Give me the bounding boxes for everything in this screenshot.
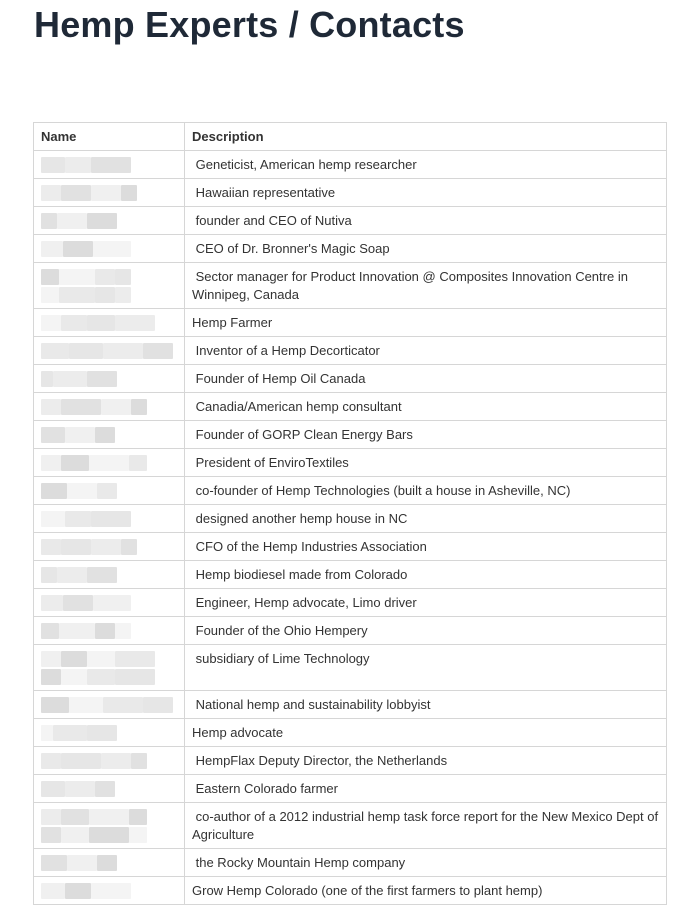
redacted-name [41,594,173,612]
redaction-block [97,483,117,499]
redaction-block [61,809,89,825]
redaction-block [131,399,147,415]
redaction-block [41,511,65,527]
description-cell: subsidiary of Lime Technology [185,645,667,691]
redaction-block [95,427,115,443]
header-name: Name [34,123,185,151]
redaction-block [61,539,91,555]
table-row [34,179,667,207]
redacted-name [41,650,173,686]
redaction-block [41,669,61,685]
redaction-block [61,827,89,843]
redacted-name [41,426,173,444]
redaction-block [91,185,121,201]
redacted-name [41,184,173,202]
name-cell-redacted [34,505,185,533]
table-row [34,477,667,505]
contacts-table [33,122,667,905]
redacted-name [41,724,173,742]
redaction-block [53,725,87,741]
table-row [34,561,667,589]
description-cell: Hemp Farmer [185,309,667,337]
redaction-block [95,623,115,639]
name-cell-redacted [34,207,185,235]
description-cell: President of EnviroTextiles [185,449,667,477]
redaction-block [65,427,95,443]
table-row [34,207,667,235]
redaction-block [101,753,131,769]
redaction-block [101,399,131,415]
name-cell-redacted [34,337,185,365]
redaction-block [41,269,59,285]
redacted-name [41,510,173,528]
redaction-block [41,343,69,359]
table-row [34,775,667,803]
redaction-block [41,483,67,499]
table-row [34,747,667,775]
name-cell-redacted [34,747,185,775]
redaction-block [89,455,129,471]
redaction-block [115,623,131,639]
redaction-block [41,185,61,201]
description-cell: co-founder of Hemp Technologies (built a house in Asheville, NC) [185,477,667,505]
redaction-block [41,827,61,843]
table-row [34,533,667,561]
redaction-block [95,269,115,285]
redaction-block [53,371,87,387]
redaction-block [61,455,89,471]
redaction-block [129,809,147,825]
name-cell-redacted [34,179,185,207]
page-title: Hemp Experts / Contacts [34,4,465,45]
redaction-block [87,725,117,741]
description-cell: CFO of the Hemp Industries Association [185,533,667,561]
table-row [34,691,667,719]
redaction-block [61,185,91,201]
redaction-block [91,539,121,555]
redaction-block [41,241,63,257]
redaction-block [93,595,131,611]
redaction-block [67,483,97,499]
redacted-name [41,482,173,500]
redaction-block [87,213,117,229]
redaction-block [41,595,63,611]
redaction-block [143,343,173,359]
redaction-block [131,753,147,769]
redaction-block [89,809,129,825]
redaction-block [143,697,173,713]
name-cell-redacted [34,421,185,449]
description-cell: National hemp and sustainability lobbyist [185,691,667,719]
table-row [34,849,667,877]
redaction-block [41,399,61,415]
redaction-block [59,269,95,285]
redaction-block [129,455,147,471]
name-cell-redacted [34,719,185,747]
redacted-name [41,808,173,844]
name-cell-redacted [34,877,185,905]
redaction-block [87,669,115,685]
description-cell: Engineer, Hemp advocate, Limo driver [185,589,667,617]
name-cell-redacted [34,691,185,719]
redaction-block [103,343,143,359]
table-row [34,617,667,645]
redaction-block [41,697,69,713]
name-cell-redacted [34,393,185,421]
redacted-name [41,538,173,556]
table-header-row [34,123,667,151]
description-cell: designed another hemp house in NC [185,505,667,533]
description-cell: Canadia/American hemp consultant [185,393,667,421]
description-cell: Founder of Hemp Oil Canada [185,365,667,393]
redacted-name [41,240,173,258]
description-cell: Founder of GORP Clean Energy Bars [185,421,667,449]
redaction-block [61,753,101,769]
redaction-block [69,697,103,713]
redaction-block [65,511,91,527]
redacted-name [41,454,173,472]
table-row [34,309,667,337]
table-row [34,421,667,449]
redaction-block [97,855,117,871]
redaction-block [57,567,87,583]
description-cell: Eastern Colorado farmer [185,775,667,803]
redaction-block [41,623,59,639]
redaction-block [41,809,61,825]
redaction-block [41,855,67,871]
description-cell: Geneticist, American hemp researcher [185,151,667,179]
table-row [34,645,667,691]
table-row [34,505,667,533]
description-cell: HempFlax Deputy Director, the Netherlands [185,747,667,775]
table-row [34,719,667,747]
redaction-block [87,651,115,667]
name-cell-redacted [34,151,185,179]
description-cell: Hawaiian representative [185,179,667,207]
redaction-block [95,287,115,303]
redacted-name [41,314,173,332]
redaction-block [59,623,95,639]
description-cell: co-author of a 2012 industrial hemp task force report for the New Mexico Dept of Agriculture [185,803,667,849]
table-row [34,365,667,393]
name-cell-redacted [34,365,185,393]
description-cell: founder and CEO of Nutiva [185,207,667,235]
description-cell: Sector manager for Product Innovation @ Composites Innovation Centre in Winnipeg, Canada [185,263,667,309]
redaction-block [115,269,131,285]
redacted-name [41,398,173,416]
redacted-name [41,370,173,388]
redaction-block [63,595,93,611]
table-row [34,449,667,477]
redacted-name [41,854,173,872]
table-row [34,877,667,905]
redaction-block [91,511,131,527]
redaction-block [67,855,97,871]
redaction-block [69,343,103,359]
redaction-block [121,539,137,555]
redaction-block [65,781,95,797]
description-cell: Hemp advocate [185,719,667,747]
description-cell: Hemp biodiesel made from Colorado [185,561,667,589]
redaction-block [103,697,143,713]
table-row [34,263,667,309]
name-cell-redacted [34,235,185,263]
redacted-name [41,696,173,714]
redaction-block [41,427,65,443]
name-cell-redacted [34,849,185,877]
redacted-name [41,156,173,174]
redacted-name [41,566,173,584]
redaction-block [41,725,53,741]
redaction-block [115,315,155,331]
name-cell-redacted [34,449,185,477]
name-cell-redacted [34,533,185,561]
description-cell: Founder of the Ohio Hempery [185,617,667,645]
redaction-block [95,781,115,797]
redaction-block [115,651,155,667]
redaction-block [41,157,65,173]
redaction-block [41,455,61,471]
redaction-block [87,567,117,583]
redaction-block [61,651,87,667]
table-row [34,151,667,179]
name-cell-redacted [34,263,185,309]
redaction-block [63,241,93,257]
redaction-block [61,669,87,685]
name-cell-redacted [34,803,185,849]
redaction-block [87,371,117,387]
redaction-block [59,287,95,303]
redaction-block [91,157,131,173]
redacted-name [41,268,173,304]
description-cell: the Rocky Mountain Hemp company [185,849,667,877]
redacted-name [41,342,173,360]
redacted-name [41,780,173,798]
redacted-name [41,622,173,640]
redaction-block [57,213,87,229]
name-cell-redacted [34,645,185,691]
redacted-name [41,212,173,230]
table-body [34,151,667,905]
header-description: Description [185,123,667,151]
redaction-block [41,567,57,583]
redaction-block [61,315,87,331]
redaction-block [115,669,155,685]
redaction-block [41,539,61,555]
redaction-block [41,287,59,303]
table-row [34,803,667,849]
redaction-block [41,371,53,387]
redaction-block [87,315,115,331]
name-cell-redacted [34,617,185,645]
description-cell: Inventor of a Hemp Decorticator [185,337,667,365]
table-row [34,337,667,365]
description-cell: Grow Hemp Colorado (one of the first farmers to plant hemp) [185,877,667,905]
name-cell-redacted [34,589,185,617]
name-cell-redacted [34,309,185,337]
redaction-block [41,315,61,331]
name-cell-redacted [34,561,185,589]
description-cell: CEO of Dr. Bronner's Magic Soap [185,235,667,263]
redaction-block [41,753,61,769]
table-row [34,589,667,617]
name-cell-redacted [34,477,185,505]
table-row [34,393,667,421]
name-cell-redacted [34,775,185,803]
redaction-block [65,157,91,173]
redaction-block [89,827,129,843]
redacted-name [41,882,173,900]
redaction-block [121,185,137,201]
redaction-block [129,827,147,843]
redaction-block [41,781,65,797]
redaction-block [61,399,101,415]
redaction-block [93,241,131,257]
redacted-name [41,752,173,770]
redaction-block [41,651,61,667]
redaction-block [115,287,131,303]
table-row [34,235,667,263]
redaction-block [41,213,57,229]
